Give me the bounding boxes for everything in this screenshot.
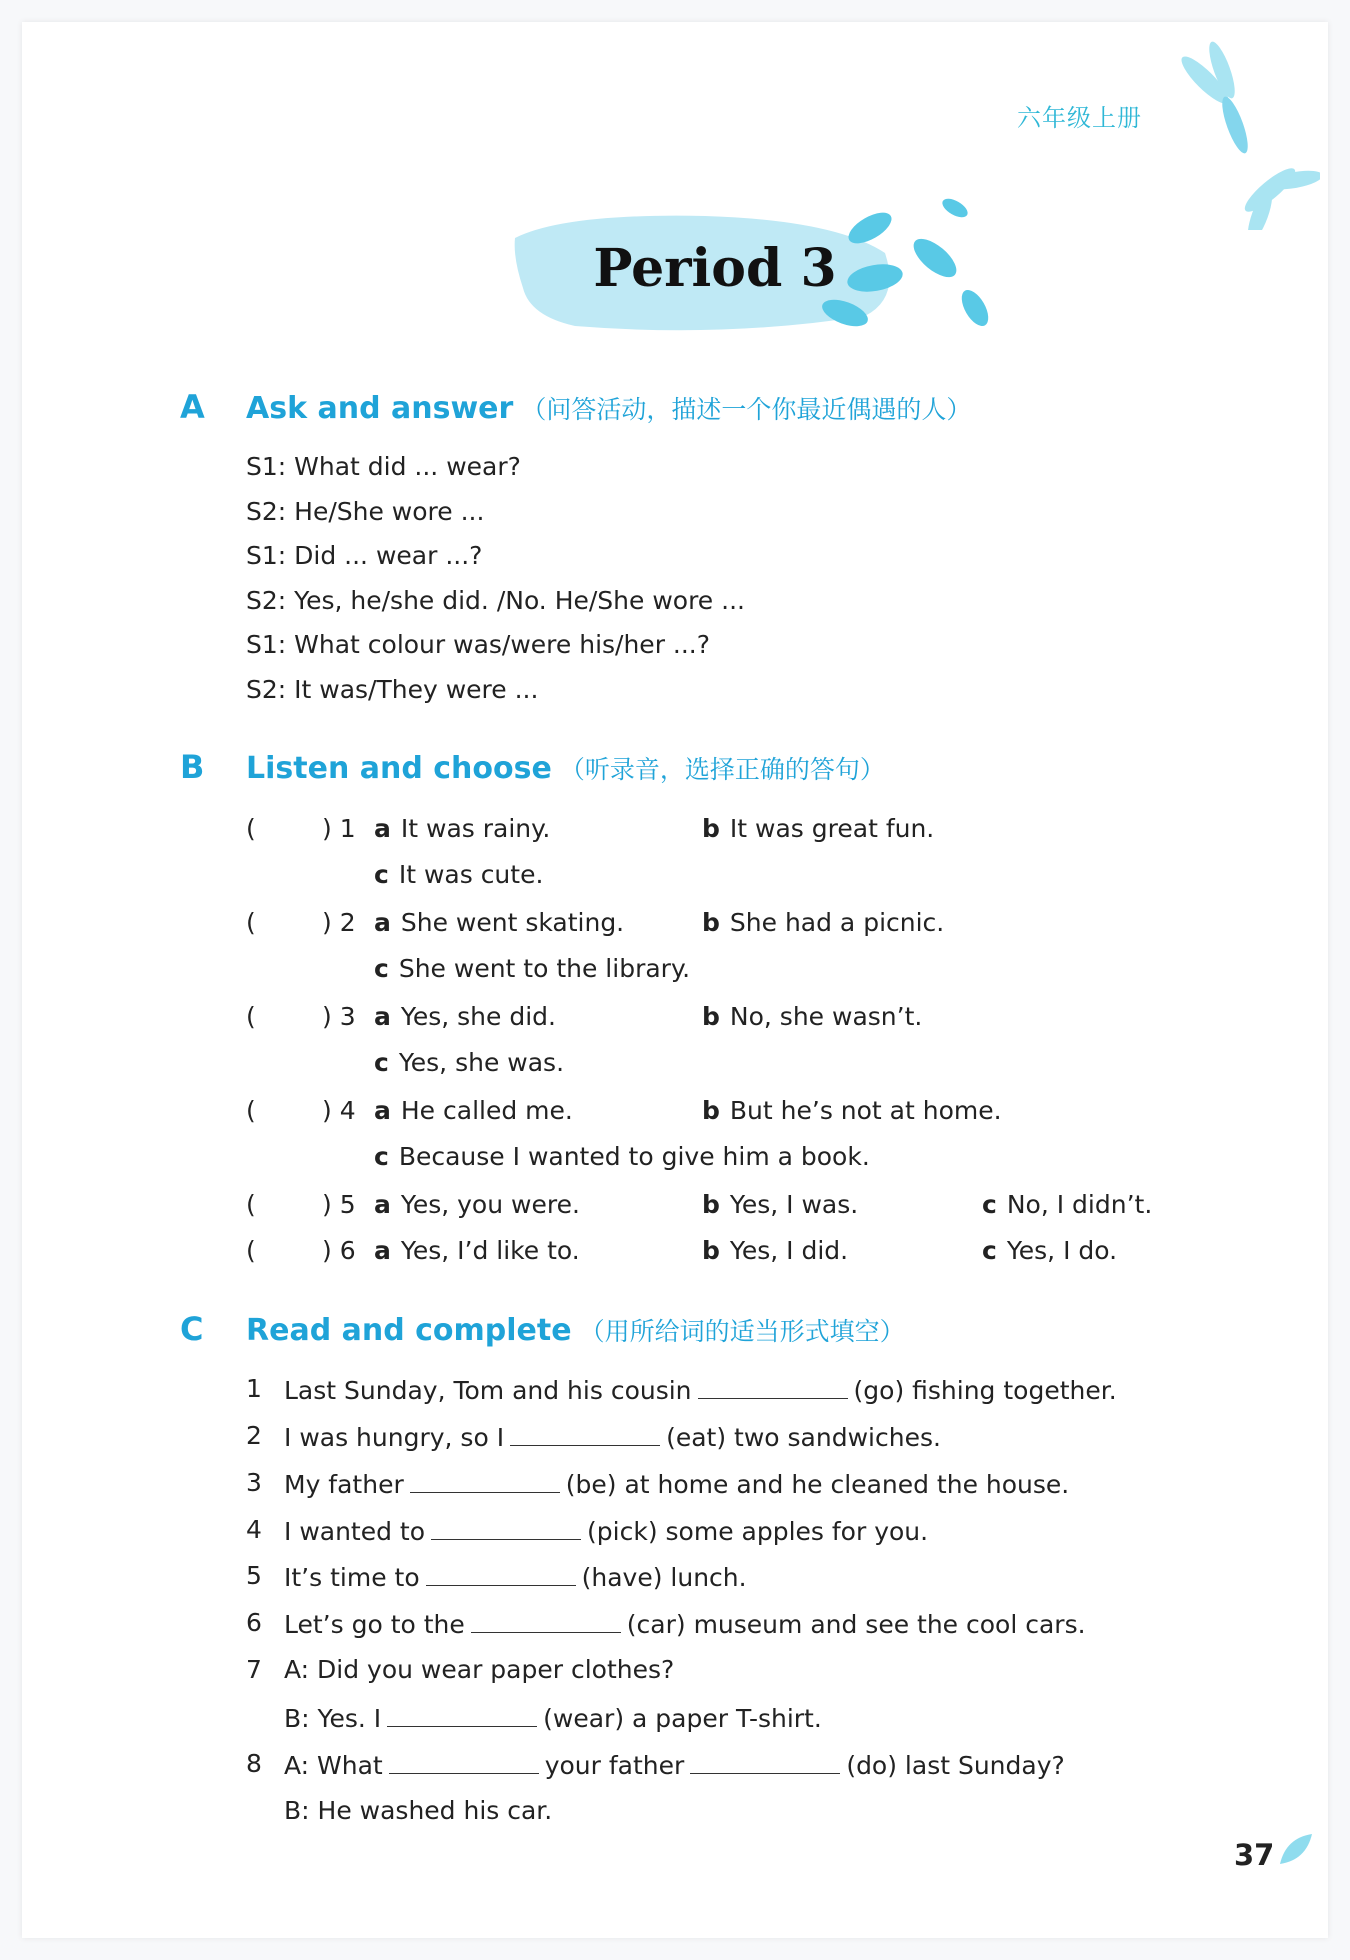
option-text: Because I wanted to give him a book. <box>398 1142 870 1171</box>
section-b-title <box>246 750 885 786</box>
option-text: It was rainy. <box>400 814 551 843</box>
sentence-start: My father <box>284 1470 404 1499</box>
option-label: b <box>702 1002 720 1031</box>
dialogue-line: S2: He/She wore ... <box>246 497 485 526</box>
option-a <box>374 908 624 937</box>
dialogue-line: S2: It was/They were ... <box>246 675 539 704</box>
option-a <box>374 814 550 843</box>
answer-blank-open[interactable]: ( <box>246 814 256 843</box>
sentence-start: A: What <box>284 1751 383 1780</box>
exercise-number: 3 <box>246 1468 262 1497</box>
sentence-start: Let’s go to the <box>284 1610 465 1639</box>
option-text: It was great fun. <box>729 814 935 843</box>
exercise-number: 5 <box>246 1561 262 1590</box>
option-text: But he’s not at home. <box>729 1096 1002 1125</box>
option-c <box>374 860 543 889</box>
section-a-title <box>246 390 971 426</box>
answer-blank-open[interactable]: ( <box>246 1096 256 1125</box>
option-label: c <box>374 1048 389 1077</box>
sentence-start: Last Sunday, Tom and his cousin <box>284 1376 692 1405</box>
sentence-middle: your father <box>544 1751 685 1780</box>
exercise-sentence <box>284 1468 1069 1499</box>
exercise-number: 6 <box>246 1608 262 1637</box>
section-c-letter: C <box>180 1310 204 1348</box>
page-title: Period 3 <box>593 238 837 299</box>
fill-blank[interactable] <box>410 1468 560 1493</box>
sentence-start: I wanted to <box>284 1517 426 1546</box>
fill-blank[interactable] <box>690 1749 840 1774</box>
option-c <box>982 1236 1117 1265</box>
exercise-sentence <box>284 1515 928 1546</box>
sentence-end: (pick) some apples for you. <box>587 1517 929 1546</box>
section-c-title <box>246 1312 905 1348</box>
sentence-end: (car) museum and see the cool cars. <box>626 1610 1086 1639</box>
question-number: ) 5 <box>322 1190 356 1219</box>
option-label: c <box>374 860 389 889</box>
exercise-sentence <box>284 1374 1117 1405</box>
exercise-sentence <box>284 1561 747 1592</box>
sentence-end: (go) fishing together. <box>853 1376 1117 1405</box>
question-number: ) 2 <box>322 908 356 937</box>
option-b <box>702 814 934 843</box>
option-label: a <box>374 1002 391 1031</box>
option-text: Yes, I was. <box>729 1190 859 1219</box>
option-label: b <box>702 1190 720 1219</box>
option-label: a <box>374 908 391 937</box>
section-a-letter: A <box>180 388 205 426</box>
exercise-number: 7 <box>246 1655 262 1684</box>
exercise-sentence: A: Did you wear paper clothes? <box>284 1655 675 1684</box>
option-text: She went skating. <box>400 908 625 937</box>
option-text: Yes, I do. <box>1006 1236 1118 1265</box>
grade-label: 六年级上册 <box>1017 104 1142 132</box>
option-a <box>374 1096 573 1125</box>
sentence-start: B: Yes. I <box>284 1704 382 1733</box>
option-text: Yes, she was. <box>398 1048 565 1077</box>
answer-blank-open[interactable]: ( <box>246 1002 256 1031</box>
option-c <box>374 1048 564 1077</box>
sentence-end: (wear) a paper T-shirt. <box>543 1704 822 1733</box>
leaf-icon <box>1276 1830 1316 1870</box>
option-text: She went to the library. <box>398 954 691 983</box>
option-b <box>702 1096 1002 1125</box>
option-label: b <box>702 814 720 843</box>
fill-blank[interactable] <box>431 1515 581 1540</box>
section-a-title-cn: （问答活动，描述一个你最近偶遇的人） <box>521 395 972 424</box>
dialogue-line: S2: Yes, he/she did. /No. He/She wore ... <box>246 586 745 615</box>
sentence-end: (eat) two sandwiches. <box>666 1423 941 1452</box>
option-label: a <box>374 814 391 843</box>
option-a <box>374 1190 580 1219</box>
option-b <box>702 1236 848 1265</box>
fill-blank[interactable] <box>471 1608 621 1633</box>
option-c <box>374 954 690 983</box>
fill-blank[interactable] <box>426 1561 576 1586</box>
option-text: Yes, you were. <box>400 1190 580 1219</box>
option-label: b <box>702 1236 720 1265</box>
option-text: No, I didn’t. <box>1006 1190 1153 1219</box>
fill-blank[interactable] <box>698 1374 848 1399</box>
option-text: He called me. <box>400 1096 573 1125</box>
sentence-start: I was hungry, so I <box>284 1423 505 1452</box>
section-b-title-cn: （听录音，选择正确的答句） <box>559 755 885 784</box>
option-text: Yes, I’d like to. <box>400 1236 580 1265</box>
dialogue-line: S1: What did ... wear? <box>246 452 521 481</box>
option-b <box>702 1002 922 1031</box>
question-number: ) 1 <box>322 814 356 843</box>
section-b-title-en: Listen and choose <box>246 751 552 786</box>
option-text: No, she wasn’t. <box>729 1002 923 1031</box>
exercise-sentence <box>284 1608 1086 1639</box>
sentence-end: (do) last Sunday? <box>846 1751 1065 1780</box>
option-c <box>982 1190 1152 1219</box>
sentence-end: (have) lunch. <box>581 1563 747 1592</box>
sentence-start: It’s time to <box>284 1563 420 1592</box>
option-label: b <box>702 1096 720 1125</box>
option-label: c <box>374 954 389 983</box>
exercise-number: 2 <box>246 1421 262 1450</box>
option-label: a <box>374 1236 391 1265</box>
exercise-sentence: B: He washed his car. <box>284 1796 553 1825</box>
answer-blank-open[interactable]: ( <box>246 1190 256 1219</box>
fill-blank[interactable] <box>389 1749 539 1774</box>
answer-blank-open[interactable]: ( <box>246 908 256 937</box>
option-text: It was cute. <box>398 860 544 889</box>
option-a <box>374 1002 556 1031</box>
dialogue-line: S1: Did ... wear ...? <box>246 541 483 570</box>
exercise-number: 1 <box>246 1374 262 1403</box>
option-text: Yes, she did. <box>400 1002 556 1031</box>
exercise-sentence <box>284 1749 1065 1780</box>
question-number: ) 3 <box>322 1002 356 1031</box>
question-number: ) 4 <box>322 1096 356 1125</box>
fill-blank[interactable] <box>510 1421 660 1446</box>
page-number: 37 <box>1234 1838 1275 1872</box>
option-c <box>374 1142 870 1171</box>
option-b <box>702 1190 858 1219</box>
question-number: ) 6 <box>322 1236 356 1265</box>
answer-blank-open[interactable]: ( <box>246 1236 256 1265</box>
option-text: Yes, I did. <box>729 1236 849 1265</box>
section-c-title-cn: （用所给词的适当形式填空） <box>579 1317 905 1346</box>
option-label: a <box>374 1190 391 1219</box>
option-label: c <box>982 1236 997 1265</box>
exercise-sentence <box>284 1702 822 1733</box>
fill-blank[interactable] <box>387 1702 537 1727</box>
exercise-number: 8 <box>246 1749 262 1778</box>
option-label: c <box>374 1142 389 1171</box>
dialogue-line: S1: What colour was/were his/her ...? <box>246 630 711 659</box>
option-a <box>374 1236 580 1265</box>
option-label: a <box>374 1096 391 1125</box>
option-b <box>702 908 944 937</box>
section-a-title-en: Ask and answer <box>246 391 514 426</box>
section-c-title-en: Read and complete <box>246 1313 572 1348</box>
section-b-letter: B <box>180 748 205 786</box>
exercise-sentence <box>284 1421 941 1452</box>
sentence-end: (be) at home and he cleaned the house. <box>565 1470 1070 1499</box>
option-label: c <box>982 1190 997 1219</box>
title-banner <box>505 198 995 348</box>
option-text: She had a picnic. <box>729 908 945 937</box>
option-label: b <box>702 908 720 937</box>
exercise-number: 4 <box>246 1515 262 1544</box>
dragonfly-icon <box>1160 40 1320 230</box>
